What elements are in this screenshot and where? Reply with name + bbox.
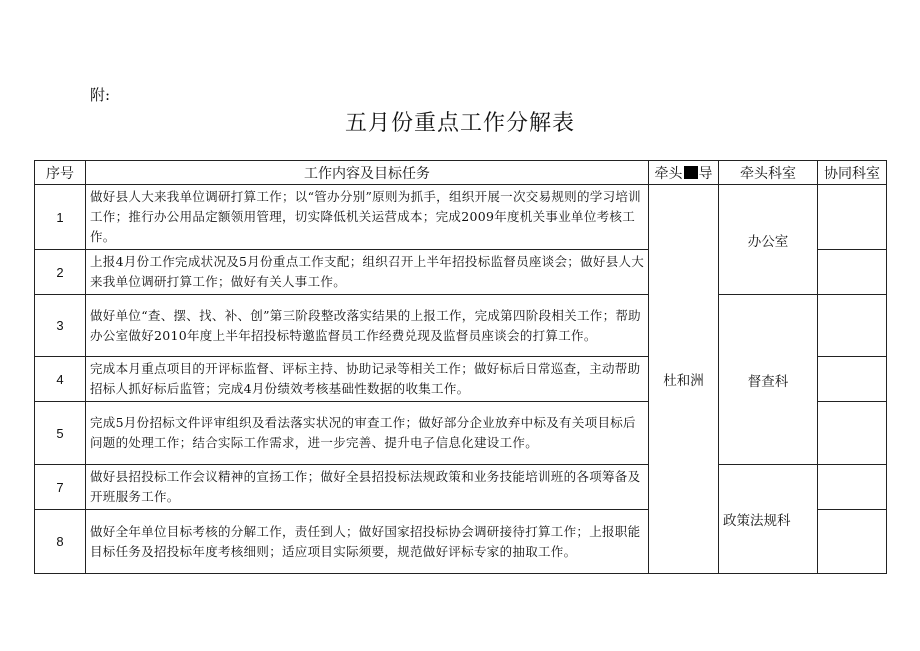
header-content: 工作内容及目标任务	[86, 161, 649, 185]
assist-cell	[818, 250, 887, 295]
table-row	[35, 465, 887, 510]
row-number: 4	[35, 357, 86, 402]
page-title: 五月份重点工作分解表	[344, 111, 575, 136]
row-content: 做好全年单位目标考核的分解工作，责任到人；做好国家招投标协会调研接待打算工作；上报职能目标任务及招投标年度考核细则；适应项目实际须要，规范做好评标专家的抽取工作。	[86, 510, 649, 574]
assist-cell	[818, 357, 887, 402]
dept-policy: 政策法规科	[719, 465, 818, 574]
redaction-block	[684, 166, 698, 179]
header-lead-dept: 牵头科室	[719, 161, 818, 185]
header-lead: 牵头 导	[649, 161, 719, 185]
row-number: 1	[35, 185, 86, 250]
table-row	[35, 185, 887, 250]
header-assist-dept: 协同科室	[818, 161, 887, 185]
row-number: 2	[35, 250, 86, 295]
dept-office: 办公室	[719, 185, 818, 295]
table-header-row	[35, 161, 887, 185]
attachment-label: 附:	[90, 86, 111, 104]
dept-inspection: 督查科	[719, 295, 818, 465]
assist-cell	[818, 465, 887, 510]
row-content: 上报4月份工作完成状况及5月份重点工作支配；组织召开上半年招投标监督员座谈会；做好县人大来我单位调研打算工作；做好有关人事工作。	[86, 250, 649, 295]
row-content: 完成本月重点项目的开评标监督、评标主持、协助记录等相关工作；做好标后日常巡查，主动帮助招标人抓好标后监管；完成4月份绩效考核基础性数据的收集工作。	[86, 357, 649, 402]
table-row	[35, 295, 887, 357]
assist-cell	[818, 295, 887, 357]
row-number: 7	[35, 465, 86, 510]
assist-cell	[818, 402, 887, 465]
row-number: 5	[35, 402, 86, 465]
row-number: 3	[35, 295, 86, 357]
row-content: 完成5月份招标文件评审组织及看法落实状况的审查工作；做好部分企业放弃中标及有关项目标后问题的处理工作；结合实际工作需求，进一步完善、提升电子信息化建设工作。	[86, 402, 649, 465]
task-table	[34, 160, 887, 574]
header-seq: 序号	[35, 161, 86, 185]
assist-cell	[818, 185, 887, 250]
row-content: 做好单位“查、摆、找、补、创”第三阶段整改落实结果的上报工作，完成第四阶段相关工作；帮助办公室做好2010年度上半年招投标特邀监督员工作经费兑现及监督员座谈会的打算工作。	[86, 295, 649, 357]
row-number: 8	[35, 510, 86, 574]
assist-cell	[818, 510, 887, 574]
row-content: 做好县人大来我单位调研打算工作；以“管办分别”原则为抓手，组织开展一次交易规则的学习培训工作；推行办公用品定额领用管理，切实降低机关运营成本；完成2009年度机关事业单位考核工作。	[86, 185, 649, 250]
row-content: 做好县招投标工作会议精神的宣扬工作；做好全县招投标法规政策和业务技能培训班的各项筹备及开班服务工作。	[86, 465, 649, 510]
lead-person: 杜和洲	[649, 185, 719, 574]
